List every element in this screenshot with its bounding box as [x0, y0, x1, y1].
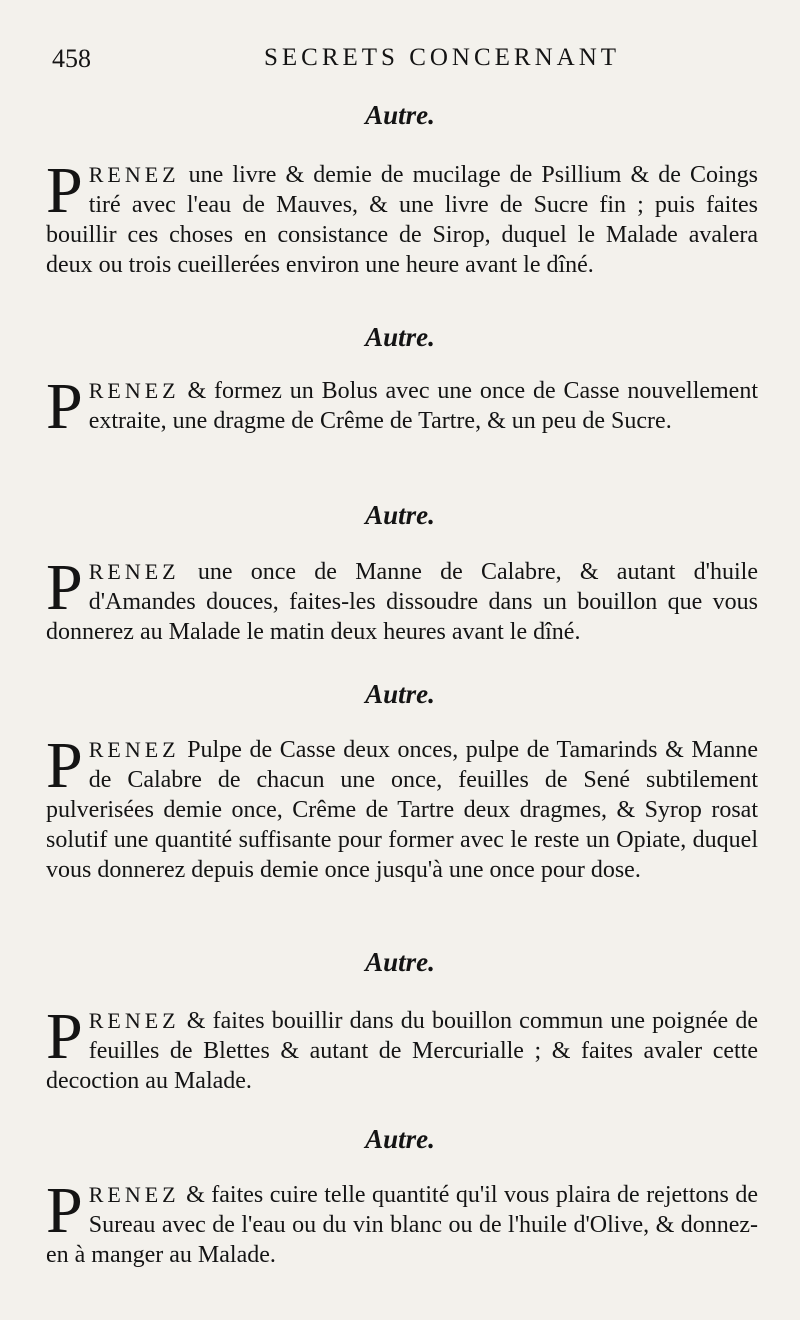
recipe-paragraph: [46, 1174, 758, 1270]
paragraph-opener: RENEZ: [88, 1182, 180, 1207]
paragraph-text: une once de Manne de Calabre, & autant d'huile d'Amandes douces, faites-les dissoudre dans un bouillon que vous donnerez au Malade le matin deux heures avant le dîné.: [46, 559, 758, 645]
running-title: SECRETS CONCERNANT: [263, 44, 621, 71]
paragraph-opener: RENEZ: [88, 378, 180, 403]
drop-cap: P: [46, 551, 83, 624]
recipe-paragraph: [46, 1000, 758, 1096]
paragraph-text: & faites bouillir dans du bouillon commun une poignée de feuilles de Blettes & autant de Mercurialle ; & faites avaler cette decoction au Malade.: [46, 1008, 758, 1094]
section-heading: Autre.: [365, 679, 435, 709]
recipe-paragraph: [46, 154, 758, 280]
paragraph-opener: RENEZ: [88, 162, 180, 187]
recipe-paragraph: [46, 370, 758, 443]
section-heading: Autre.: [365, 947, 435, 977]
paragraph-text: & faites cuire telle quantité qu'il vous plaira de rejettons de Sureau avec de l'eau ou du vin blanc ou de l'huile d'Olive, & donnez-en à manger au Malade.: [46, 1182, 758, 1268]
drop-cap: P: [46, 370, 83, 443]
section-heading: Autre.: [365, 322, 435, 352]
section-heading: Autre.: [365, 1124, 435, 1154]
drop-cap: P: [46, 1000, 83, 1073]
section-heading: Autre.: [365, 500, 435, 530]
drop-cap: P: [46, 729, 83, 802]
page-number: 458: [52, 44, 91, 73]
paragraph-text: Pulpe de Casse deux onces, pulpe de Tamarinds & Manne de Calabre de chacun une once, feuilles de Sené subtilement pulverisées demie once, Crême de Tartre deux dragmes, & Syrop rosat solutif une quantité suffisante pour former avec le reste un Opiate, duquel vous donnerez depuis demie once jusqu'à une once pour dose.: [46, 737, 758, 883]
paragraph-opener: RENEZ: [88, 1008, 180, 1033]
page-header: [52, 44, 742, 80]
section-heading: Autre.: [365, 100, 435, 130]
drop-cap: P: [46, 154, 83, 227]
recipe-paragraph: [46, 729, 758, 885]
recipe-paragraph: [46, 551, 758, 647]
drop-cap: P: [46, 1174, 83, 1247]
paragraph-text: une livre & demie de mucilage de Psillium & de Coings tiré avec l'eau de Mauves, & une livre de Sucre fin ; puis faites bouillir ces choses en consistance de Sirop, duquel le Malade avalera deux ou trois cueillerées environ une heure avant le dîné.: [46, 162, 758, 278]
paragraph-text: & formez un Bolus avec une once de Casse nouvellement extraite, une dragme de Crême de Tartre, & un peu de Sucre.: [88, 378, 758, 434]
paragraph-opener: RENEZ: [88, 559, 180, 584]
paragraph-opener: RENEZ: [88, 737, 180, 762]
